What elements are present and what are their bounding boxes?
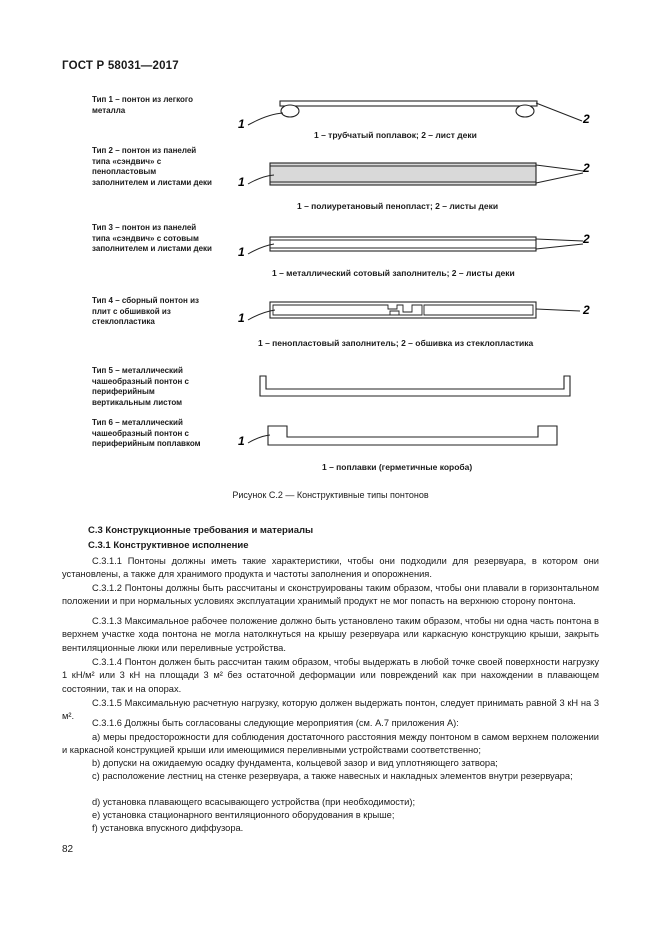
type-6-marker-1: 1 [238,434,245,448]
list-item-c: c) расположение лестниц на стенке резервуара, а также навесных и накладных элементов внутри резервуара; [92,771,573,781]
type-2-drawing [248,163,583,185]
type-5-label: Тип 5 – металлический чашеобразный понтон с периферийным вертикальным листом [92,366,190,407]
paragraph-3-1-1: С.3.1.1 Понтоны должны иметь такие характеристики, чтобы они подходили для резервуара, в котором они установлены, а также для хранимого продукта и частоты заполнения и опорожнения. [62,556,599,580]
list-item-d: d) установка плавающего всасывающего устройства (при необходимости); [92,797,416,807]
page-number: 82 [62,844,74,855]
paragraph-3-1-6: С.3.1.6 Должны быть согласованы следующие мероприятия (см. А.7 приложения А): [92,718,459,728]
type-2-marker-2: 2 [583,161,590,175]
type-2-marker-1: 1 [238,175,245,189]
paragraph-3-1-3: С.3.1.3 Максимальное рабочее положение должно быть установлено таким образом, чтобы ни одна часть понтона в верхнем участке хода понтона не могла натолкнуться на крышу резервуара или каркасную конструкцию крыши, закрыть вентиляционные люки или переливные устройства. [62,616,599,653]
list-item-f: f) установка впускного диффузора. [92,823,244,833]
list-item-b: b) допуски на ожидаемую осадку фундамента, кольцевой зазор и вид уплотняющего затвора; [92,758,498,768]
type-6-label: Тип 6 – металлический чашеобразный понтон с периферийным поплавком [92,418,201,448]
type-3-marker-1: 1 [238,245,245,259]
type-4-label: Тип 4 – сборный понтон из плит с обшивкой из стеклопластика [92,296,199,326]
type-4-marker-1: 1 [238,311,245,325]
subsection-heading: С.3.1 Конструктивное исполнение [88,540,249,551]
type-4-drawing [248,302,580,320]
type-3-marker-2: 2 [583,232,590,246]
type-3-caption: 1 – металлический сотовый заполнитель; 2 – листы деки [272,268,515,278]
type-5-drawing [260,376,570,396]
section-heading: С.3 Конструкционные требования и материалы [88,525,314,536]
type-1-marker-1: 1 [238,117,245,131]
list-item-e: e) установка стационарного вентиляционного оборудования в крыше; [92,810,395,820]
type-6-caption: 1 – поплавки (герметичные короба) [322,462,473,472]
type-2-label: Тип 2 – понтон из панелей типа «сэндвич» с пенопластовым заполнителем и листами деки [92,146,212,187]
type-2-caption: 1 – полиуретановый пенопласт; 2 – листы деки [297,201,499,211]
list-item-a: a) меры предосторожности для соблюдения достаточного расстояния между понтоном в самом верхнем положении и каркасной конструкцией крыши или имеющимися переливными устройствами соответственно; [62,732,599,756]
type-6-drawing [248,426,557,445]
standard-header: ГОСТ Р 58031—2017 [62,60,179,72]
type-1-marker-2: 2 [583,112,590,126]
type-3-label: Тип 3 – понтон из панелей типа «сэндвич» с сотовым заполнителем и листами деки [92,223,212,253]
type-3-drawing [248,237,583,254]
type-1-label: Тип 1 – понтон из легкого металла [92,95,193,115]
paragraph-3-1-4: С.3.1.4 Понтон должен быть рассчитан таким образом, чтобы выдержать в любой точке своей поверхности нагрузку 1 кН/м² или 3 кН на площади 3 м² без остаточной деформации или повреждений как при нахождении в плавающем состоянии, так и на опорах. [62,657,599,694]
type-4-caption: 1 – пенопластовый заполнитель; 2 – обшивка из стеклопластика [258,338,534,348]
paragraph-3-1-5: С.3.1.5 Максимальную расчетную нагрузку, которую должен выдержать понтон, следует принимать равной 3 кН на 3 м². [62,698,599,722]
figure-title: Рисунок С.2 — Конструктивные типы понтонов [232,490,429,500]
type-4-marker-2: 2 [583,303,590,317]
type-1-caption: 1 – трубчатый поплавок; 2 – лист деки [314,130,477,140]
type-1-drawing [248,101,582,125]
paragraph-3-1-2: С.3.1.2 Понтоны должны быть рассчитаны и сконструированы таким образом, чтобы они плавали в горизонтальном положении и при нормальных условиях эксплуатации хранимый продукт не мог попасть на верхнюю сторону понтона. [62,583,599,607]
